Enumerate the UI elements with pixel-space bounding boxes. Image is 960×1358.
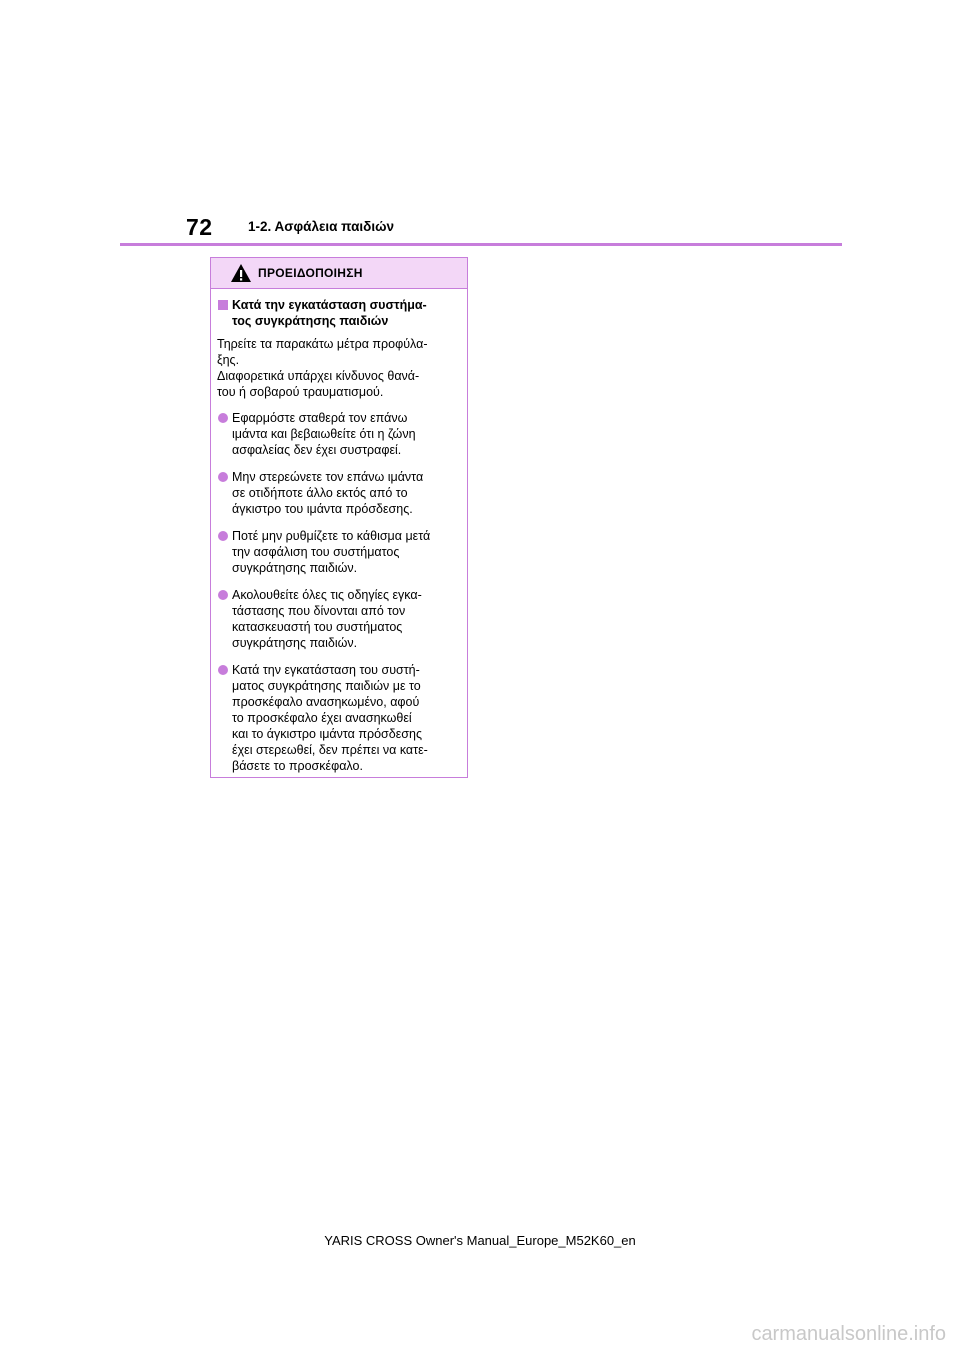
bullet-line: την ασφάλιση του συστήματος: [232, 545, 400, 559]
bullet-line: συγκράτησης παιδιών.: [232, 561, 358, 575]
bullet-line: το προσκέφαλο έχει ανασηκωθεί: [232, 711, 412, 725]
round-bullet-icon: [218, 413, 228, 423]
bullet-line: τάστασης που δίνονται από τον: [232, 604, 406, 618]
bullet-line: και το άγκιστρο ιμάντα πρόσδεσης: [232, 727, 422, 741]
square-bullet-icon: [218, 300, 228, 310]
list-item: [217, 662, 461, 774]
warning-heading-line: Κατά την εγκατάσταση συστήμα-: [232, 298, 427, 312]
list-item: [217, 528, 461, 576]
intro-line: ξης.: [217, 353, 240, 367]
warning-header: [211, 258, 467, 289]
warning-bullet-list: [217, 410, 461, 774]
bullet-line: άγκιστρο του ιμάντα πρόσδεσης.: [232, 502, 413, 516]
bullet-line: προσκέφαλο ανασηκωμένο, αφού: [232, 695, 420, 709]
warning-label: ΠΡΟΕΙΔΟΠΟΙΗΣΗ: [258, 266, 363, 280]
section-title: 1-2. Ασφάλεια παιδιών: [248, 219, 395, 234]
watermark-text[interactable]: carmanualsonline.info: [751, 1323, 946, 1345]
bullet-line: ματος συγκράτησης παιδιών με το: [232, 679, 421, 693]
bullet-line: συγκράτησης παιδιών.: [232, 636, 358, 650]
bullet-line: ασφαλείας δεν έχει συστραφεί.: [232, 443, 402, 457]
bullet-line: βάσετε το προσκέφαλο.: [232, 759, 363, 773]
bullet-line: Μην στερεώνετε τον επάνω ιμάντα: [232, 470, 424, 484]
page-number: 72: [186, 214, 213, 240]
warning-intro: [217, 336, 461, 400]
round-bullet-icon: [218, 472, 228, 482]
intro-line: του ή σοβαρού τραυματισμού.: [217, 385, 384, 399]
warning-box: [210, 257, 468, 778]
bullet-line: Ποτέ μην ρυθμίζετε το κάθισμα μετά: [232, 529, 431, 543]
bullet-line: κατασκευαστή του συστήματος: [232, 620, 403, 634]
footer-text: YARIS CROSS Owner's Manual_Europe_M52K60_en: [324, 1233, 636, 1248]
warning-body: [211, 289, 467, 774]
round-bullet-icon: [218, 590, 228, 600]
warning-heading: [217, 297, 461, 329]
warning-triangle-icon: [230, 263, 252, 283]
list-item: [217, 410, 461, 458]
bullet-line: Κατά την εγκατάσταση του συστή-: [232, 663, 420, 677]
header-rule: [120, 243, 842, 246]
list-item: [217, 469, 461, 517]
bullet-line: ιμάντα και βεβαιωθείτε ότι η ζώνη: [232, 427, 416, 441]
intro-line: Τηρείτε τα παρακάτω μέτρα προφύλα-: [217, 337, 428, 351]
warning-heading-line: τος συγκράτησης παιδιών: [232, 314, 389, 328]
list-item: [217, 587, 461, 651]
bullet-line: σε οτιδήποτε άλλο εκτός από το: [232, 486, 408, 500]
intro-line: Διαφορετικά υπάρχει κίνδυνος θανά-: [217, 369, 420, 383]
bullet-line: έχει στερεωθεί, δεν πρέπει να κατε-: [232, 743, 428, 757]
round-bullet-icon: [218, 531, 228, 541]
round-bullet-icon: [218, 665, 228, 675]
bullet-line: Εφαρμόστε σταθερά τον επάνω: [232, 411, 408, 425]
bullet-line: Ακολουθείτε όλες τις οδηγίες εγκα-: [232, 588, 422, 602]
